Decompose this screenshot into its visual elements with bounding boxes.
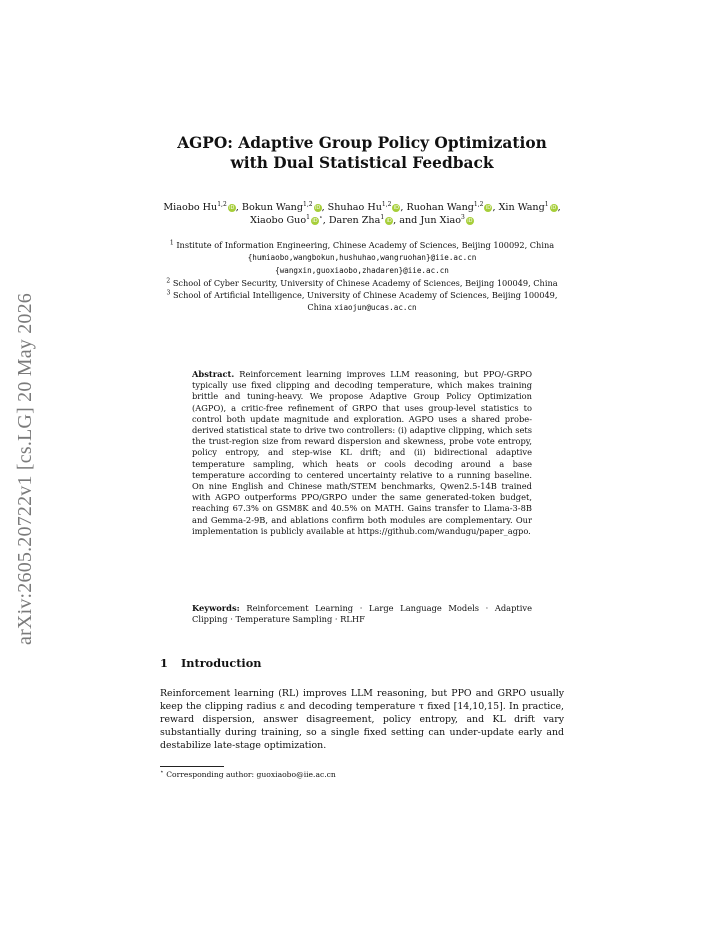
abstract (192, 369, 532, 537)
keywords-text: Reinforcement Learning · Large Language Models · Adaptive Clipping · Temperature Sampling · RLHF (192, 603, 533, 625)
affiliation-text: School of Artificial Intelligence, University of Chinese Academy of Sciences, Beijing 100049, China (172, 290, 558, 313)
author-8 (420, 215, 473, 226)
author-name: Jun Xiao (420, 215, 462, 226)
footnote-text: Corresponding author: guoxiaobo@iie.ac.cn (166, 770, 336, 779)
author-1 (163, 202, 235, 213)
title-line-1: AGPO: Adaptive Group Policy Optimization (177, 134, 547, 152)
author-7 (329, 215, 393, 226)
footnote-mark: ⋆ (160, 768, 164, 776)
orcid-icon[interactable]: iD (312, 218, 318, 224)
affiliation-text: Institute of Information Engineering, Chinese Academy of Sciences, Beijing 100092, China (176, 240, 555, 250)
orcid-icon[interactable]: iD (229, 205, 235, 211)
author-conjunction: and (399, 215, 418, 226)
affiliation-email[interactable]: xiaojun@ucas.ac.cn (334, 303, 417, 313)
affiliation-email[interactable]: {wangxin,guoxiaobo,zhadaren}@iie.ac.cn (275, 266, 449, 276)
title-line-2: with Dual Statistical Feedback (230, 154, 494, 172)
author-2 (242, 202, 322, 213)
author-affil-sup: 3 (461, 213, 465, 221)
abstract-text: Reinforcement learning improves LLM reasoning, but PPO/-GRPO typically use fixed clipping and decoding temperature, which makes training brittle and tuning-heavy. We propose Adaptive Group Policy Optimization (AGPO), a critic-free refinement of GRPO that uses group-level statistics to control both update magnitude and exploration. AGPO uses a shared probe-derived statistical state to drive two controllers: (i) adaptive clipping, which sets the trust-region size from reward dispersion and skewness, probe vote entropy, policy entropy, and step-wise KL drift; and (ii) bidirectional adaptive temperature sampling, which heats or cools decoding around a base temperature according to centered uncertainty relative to a running baseline. On nine English and Chinese math/STEM benchmarks, Qwen2.5-14B trained with AGPO outperforms PPO/GRPO under the same generated-token budget, reaching 67.3% on GSM8K and 40.5% on MATH. Gains transfer to Llama-3-8B and Gemma-2-9B, and ablations confirm both modules are complementary. Our implementation is publicly available at https://github.com/wandugu/paper_agpo. (192, 369, 532, 536)
author-name: Xin Wang (498, 202, 545, 213)
arxiv-identifier[interactable]: arXiv:2605.20722v1 [cs.LG] 20 May 2026 (14, 293, 36, 645)
section-heading (160, 656, 564, 670)
orcid-icon[interactable]: iD (550, 205, 557, 211)
author-affil-sup: 1,2 (217, 200, 227, 208)
section-title: Introduction (181, 656, 262, 670)
corresponding-mark: ⋆ (318, 213, 323, 221)
author-name: Shuhao Hu (327, 202, 382, 213)
orcid-icon[interactable]: iD (467, 218, 473, 224)
author-affil-sup: 1,2 (473, 200, 484, 208)
affiliation-text: School of Cyber Security, University of Chinese Academy of Sciences, Beijing 100049, China (172, 278, 558, 289)
author-name: Xiaobo Guo (250, 215, 307, 226)
footnote (160, 770, 564, 780)
affiliation-2 (160, 277, 564, 289)
author-5 (499, 202, 558, 213)
affiliation-1 (160, 239, 564, 277)
orcid-icon[interactable]: iD (393, 205, 400, 211)
author-affil-sup: 1,2 (303, 200, 313, 208)
affiliation-number: 1 (169, 239, 174, 247)
section-number: 1 (160, 656, 168, 670)
author-name: Bokun Wang (241, 202, 304, 213)
author-6 (250, 215, 323, 226)
affiliation-email[interactable]: {humiaobo,wangbokun,hushuhao,wangruohan}@iie.ac.cn (247, 253, 477, 263)
author-affil-sup: 1 (380, 213, 385, 221)
keywords (192, 603, 532, 625)
author-name: Miaobo Hu (163, 202, 218, 213)
author-list: Miaobo Hu$^{1,2}$iD, Bokun Wang$^{1,2}$iD, Shuhao Hu$^{1,2}$iD, Ruohan Wang$^{1,2}$iD, Xin Wang$^1$iD, Xiaobo Guo$^1$iD⋆, Daren Zha$^1$iD, and Jun Xiao$^3$iD (163, 200, 561, 226)
author-affil-sup: 1 (544, 200, 549, 208)
author-name: Daren Zha (328, 215, 381, 226)
intro-paragraph: Reinforcement learning (RL) improves LLM reasoning, but PPO and GRPO usually keep the clipping radius ε and decoding temperature τ fixed [14,10,15]. In practice, reward dispersion, answer disagreement, policy entropy, and KL drift vary substantially during training, so a single fixed setting can under-update early and destabilize late-stage optimization. (160, 688, 564, 751)
keywords-label: Keywords: (192, 603, 240, 613)
author-4 (407, 202, 493, 213)
orcid-icon[interactable]: iD (386, 218, 392, 224)
paper-title (160, 133, 564, 173)
author-name: Ruohan Wang (406, 202, 474, 213)
abstract-label: Abstract. (192, 369, 235, 379)
footnote-divider (160, 766, 224, 767)
author-3 (328, 202, 401, 213)
affiliation-3 (160, 289, 564, 314)
orcid-icon[interactable]: iD (314, 205, 321, 211)
affiliation-number: 2 (166, 277, 171, 285)
affiliation-list (160, 239, 564, 315)
author-affil-sup: 1,2 (381, 200, 392, 208)
author-affil-sup: 1 (306, 213, 310, 221)
orcid-icon[interactable]: iD (485, 205, 492, 211)
affiliation-number: 3 (166, 289, 171, 297)
